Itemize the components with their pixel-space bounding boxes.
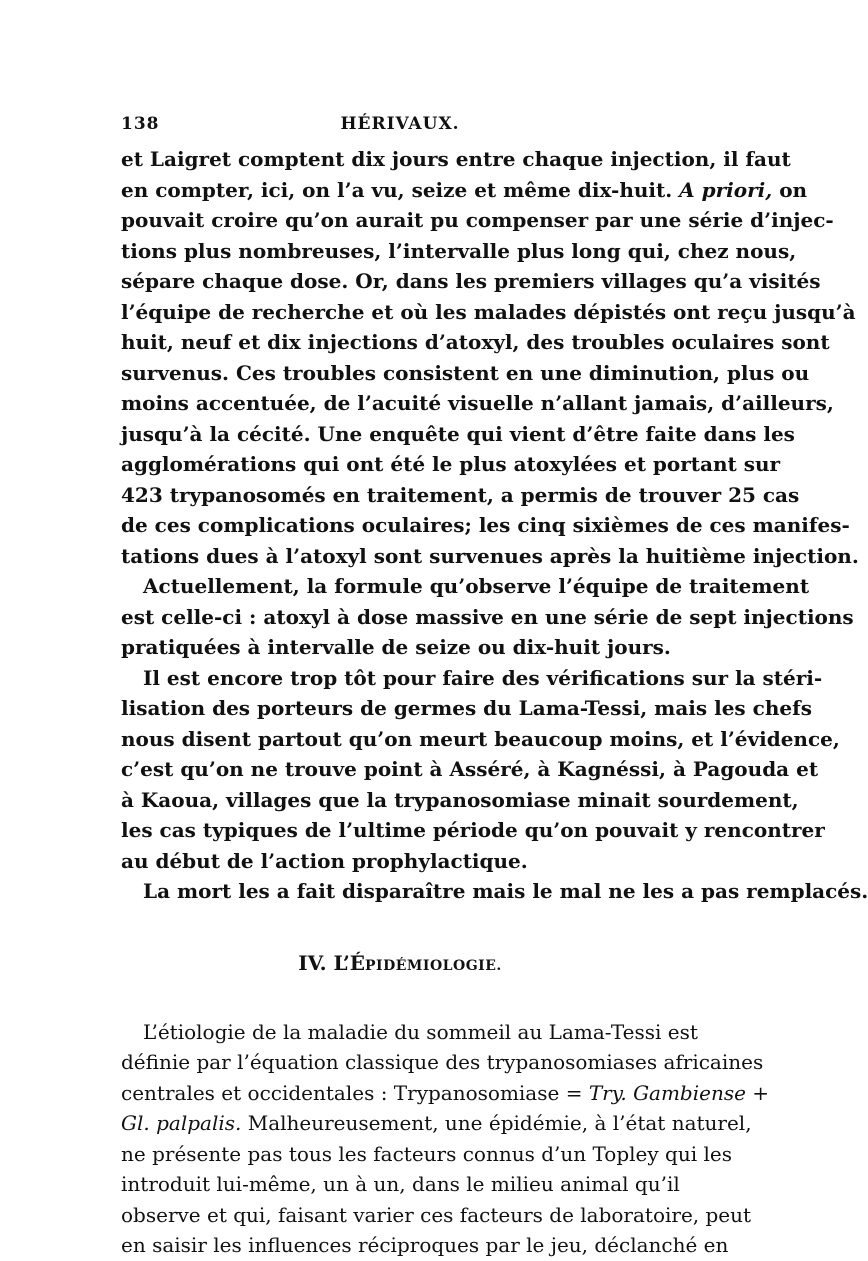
section-number: IV. bbox=[298, 950, 327, 975]
text-line: et Laigret comptent dix jours entre chaque injection, il faut bbox=[121, 147, 791, 171]
text-line: tations dues à l’atoxyl sont survenues après la huitième injection. bbox=[121, 543, 859, 568]
text-line bbox=[121, 1108, 752, 1139]
running-title: HÉRIVAUX. bbox=[340, 114, 460, 134]
page-number: 138 bbox=[121, 114, 160, 134]
text-line: de ces complications oculaires; les cinq sixièmes de ces manifes- bbox=[121, 513, 850, 537]
page-content bbox=[121, 110, 868, 1261]
italic-text: A priori, bbox=[679, 177, 773, 202]
text-span: en compter, ici, on l’a vu, seize et même dix-huit. bbox=[121, 177, 673, 202]
text-line: définie par l’équation classique des trypanosomiases africaines bbox=[121, 1050, 764, 1074]
text-line: à Kaoua, villages que la trypanosomiase minait sourdement, bbox=[121, 787, 799, 812]
text-line: La mort les a fait disparaître mais le mal ne les a pas remplacés. bbox=[143, 879, 868, 903]
italic-text: Try. Gambiense bbox=[588, 1080, 746, 1105]
paragraph-conclusion bbox=[121, 876, 868, 907]
italic-text: Gl. palpalis. bbox=[121, 1111, 242, 1135]
text-span: + bbox=[745, 1080, 770, 1105]
text-line: pouvait croire qu’on aurait pu compenser par une série d’injec- bbox=[121, 208, 834, 232]
section-heading bbox=[121, 949, 679, 977]
text-line: tions plus nombreuses, l’intervalle plus long qui, chez nous, bbox=[121, 238, 797, 263]
text-line: agglomérations qui ont été le plus atoxylées et portant sur bbox=[121, 452, 781, 476]
text-line: 423 trypanosomés en traitement, a permis de trouver 25 cas bbox=[121, 482, 800, 507]
text-line: au début de l’action prophylactique. bbox=[121, 848, 528, 873]
text-line: jusqu’à la cécité. Une enquête qui vient d’être faite dans les bbox=[121, 421, 795, 446]
text-line: est celle-ci : atoxyl à dose massive en une série de sept injections bbox=[121, 604, 854, 629]
text-line: l’équipe de recherche et où les malades dépistés ont reçu jusqu’à bbox=[121, 299, 856, 324]
text-line: survenus. Ces troubles consistent en une diminution, plus ou bbox=[121, 360, 810, 385]
running-head bbox=[121, 110, 679, 144]
text-line: Actuellement, la formule qu’observe l’équipe de traitement bbox=[143, 574, 810, 598]
text-line: sépare chaque dose. Or, dans les premiers villages qu’a visités bbox=[121, 269, 821, 293]
text-line: en saisir les influences réciproques par le jeu, déclanché en bbox=[121, 1233, 729, 1257]
text-span: Malheureusement, une épidémie, à l’état naturel, bbox=[241, 1111, 752, 1135]
text-span: centrales et occidentales : Trypanosomiase = bbox=[121, 1080, 589, 1105]
section-title-small-caps: PIDÉMIOLOGIE. bbox=[365, 957, 502, 974]
text-line: huit, neuf et dix injections d’atoxyl, des troubles oculaires sont bbox=[121, 330, 830, 354]
paragraph-treatment-interval bbox=[121, 144, 859, 571]
text-line: L’étiologie de la maladie du sommeil au Lama-Tessi est bbox=[143, 1019, 698, 1044]
text-line bbox=[121, 175, 808, 206]
text-line: Il est encore trop tôt pour faire des vérifications sur la stéri- bbox=[143, 665, 823, 690]
text-line: les cas typiques de l’ultime période qu’on pouvait y rencontrer bbox=[121, 818, 825, 842]
text-line: moins accentuée, de l’acuité visuelle n’allant jamais, d’ailleurs, bbox=[121, 391, 834, 415]
text-line: ne présente pas tous les facteurs connus d’un Topley qui les bbox=[121, 1141, 732, 1166]
paragraph-etiology bbox=[121, 1017, 770, 1261]
text-line: pratiquées à intervalle de seize ou dix-huit jours. bbox=[121, 635, 671, 659]
text-line: nous disent partout qu’on meurt beaucoup moins, et l’évidence, bbox=[121, 726, 840, 751]
text-line: observe et qui, faisant varier ces facteurs de laboratoire, peut bbox=[121, 1202, 752, 1227]
paragraph-sterilisation bbox=[121, 663, 840, 877]
text-span: on bbox=[779, 177, 808, 202]
text-line: lisation des porteurs de germes du Lama-Tessi, mais les chefs bbox=[121, 696, 812, 720]
text-line: c’est qu’on ne trouve point à Asséré, à Kagnéssi, à Pagouda et bbox=[121, 757, 819, 781]
paragraph-current-formula bbox=[121, 571, 854, 663]
section-title-prefix: L’É bbox=[333, 950, 366, 975]
text-line bbox=[121, 1078, 770, 1109]
text-line: introduit lui-même, un à un, dans le milieu animal qu’il bbox=[121, 1172, 680, 1196]
